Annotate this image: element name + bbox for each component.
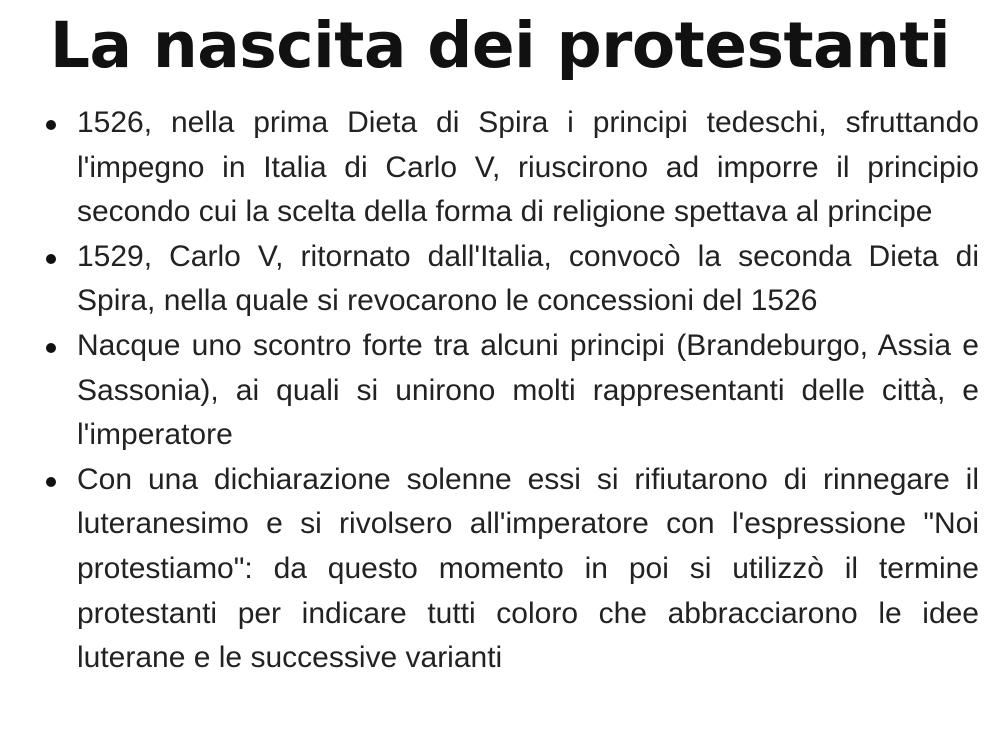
bullet-text: Con una dichiarazione solenne essi si rifiutarono di rinnegare il luteranesimo e si rivolsero all'imperatore con l'espressione "Noi protestiamo": da questo momento in poi si utilizzò il termine protestanti per indicare tutti coloro che abbracciarono le idee luterane e le successive varianti xyxy=(77,462,979,675)
bullet-list xyxy=(0,101,1000,681)
bullet-dot-icon xyxy=(46,120,56,130)
bullet-text: 1526, nella prima Dieta di Spira i principi tedeschi, sfruttando l'impegno in Italia di Carlo V, riuscirono ad imporre il principio secondo cui la scelta della forma di religione spettava al principe xyxy=(77,106,979,229)
bullet-item-1526 xyxy=(77,101,979,235)
slide-title: La nascita dei protestanti xyxy=(49,9,951,82)
bullet-item-scontro xyxy=(77,324,979,458)
bullet-item-1529 xyxy=(77,235,979,324)
bullet-dot-icon xyxy=(46,254,56,264)
bullet-text: Nacque uno scontro forte tra alcuni principi (Brandeburgo, Assia e Sassonia), ai quali si unirono molti rappresentanti delle città, e l'imperatore xyxy=(77,328,979,452)
bullet-item-dichiarazione xyxy=(77,458,979,681)
bullet-dot-icon xyxy=(46,343,56,353)
bullet-text: 1529, Carlo V, ritornato dall'Italia, convocò la seconda Dieta di Spira, nella quale si revocarono le concessioni del 1526 xyxy=(77,239,979,318)
bullet-dot-icon xyxy=(46,477,56,487)
